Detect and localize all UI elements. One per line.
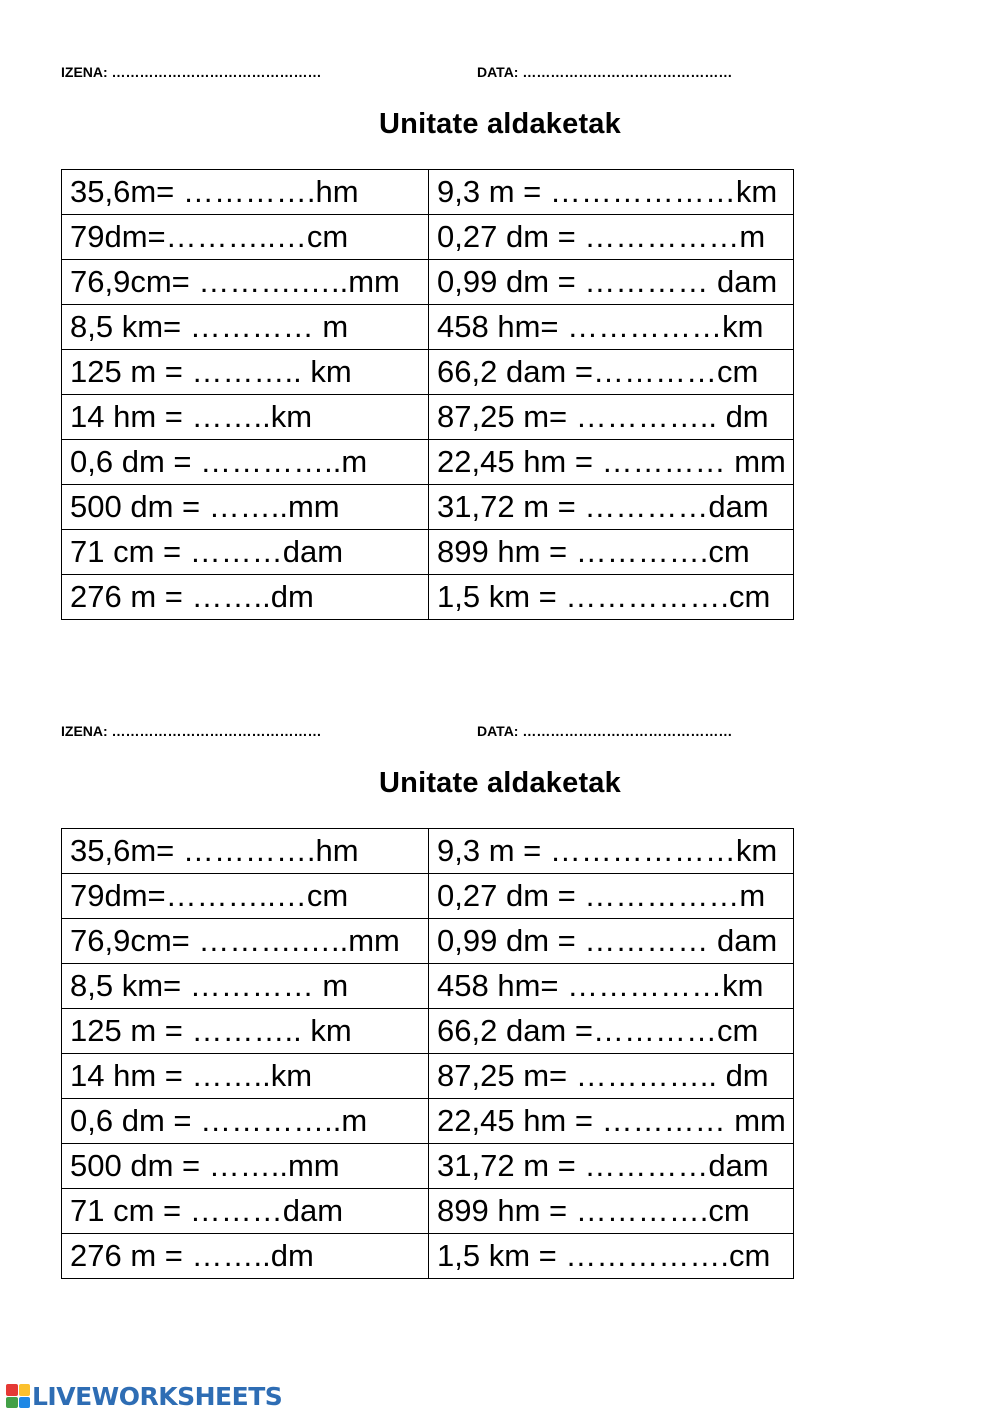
- conversion-cell: 1,5 km = …………….cm: [429, 575, 794, 620]
- table-row: [62, 1099, 794, 1144]
- conversion-cell: 458 hm= ……………km: [429, 964, 794, 1009]
- table-row: [62, 829, 794, 874]
- table-row: [62, 919, 794, 964]
- liveworksheets-logo-icon: [6, 1384, 30, 1408]
- conversion-cell: 458 hm= ……………km: [429, 305, 794, 350]
- table-row: [62, 1189, 794, 1234]
- conversion-cell: 87,25 m= ………….. dm: [429, 395, 794, 440]
- conversion-cell: 276 m = ……..dm: [62, 1234, 429, 1279]
- conversion-cell: 71 cm = ………dam: [62, 530, 429, 575]
- conversion-cell: 9,3 m = ………………km: [429, 829, 794, 874]
- table-row: [62, 395, 794, 440]
- table-row: [62, 440, 794, 485]
- conversion-cell: 14 hm = ……..km: [62, 1054, 429, 1099]
- worksheet-title: Unitate aldaketak: [379, 108, 621, 140]
- conversion-cell: 125 m = ……….. km: [62, 350, 429, 395]
- conversion-cell: 500 dm = ……..mm: [62, 1144, 429, 1189]
- conversion-cell: 66,2 dam =…………cm: [429, 1009, 794, 1054]
- conversion-cell: 0,27 dm = ……………m: [429, 215, 794, 260]
- table-row: [62, 305, 794, 350]
- table-row: [62, 530, 794, 575]
- conversion-cell: 22,45 hm = ………… mm: [429, 1099, 794, 1144]
- date-field-label: DATA: ………………………………………: [477, 723, 733, 739]
- table-row: [62, 1234, 794, 1279]
- conversion-table: [61, 169, 794, 620]
- table-row: [62, 1054, 794, 1099]
- conversion-cell: 276 m = ……..dm: [62, 575, 429, 620]
- table-row: [62, 874, 794, 919]
- conversion-cell: 899 hm = ………….cm: [429, 530, 794, 575]
- conversion-cell: 0,99 dm = ………… dam: [429, 919, 794, 964]
- conversion-cell: 8,5 km= ………… m: [62, 305, 429, 350]
- conversion-cell: 9,3 m = ………………km: [429, 170, 794, 215]
- table-row: [62, 350, 794, 395]
- conversion-cell: 8,5 km= ………… m: [62, 964, 429, 1009]
- table-row: [62, 575, 794, 620]
- conversion-cell: 125 m = ……….. km: [62, 1009, 429, 1054]
- table-row: [62, 260, 794, 305]
- conversion-cell: 0,6 dm = …………..m: [62, 440, 429, 485]
- conversion-cell: 76,9cm= ……….…..mm: [62, 260, 429, 305]
- table-row: [62, 1144, 794, 1189]
- table-row: [62, 964, 794, 1009]
- conversion-cell: 899 hm = ………….cm: [429, 1189, 794, 1234]
- conversion-cell: 14 hm = ……..km: [62, 395, 429, 440]
- conversion-cell: 79dm=………..…cm: [62, 874, 429, 919]
- logo-text: LIVEWORKSHEETS: [32, 1381, 283, 1411]
- conversion-table: [61, 828, 794, 1279]
- worksheet-title: Unitate aldaketak: [379, 767, 621, 799]
- conversion-cell: 0,99 dm = ………… dam: [429, 260, 794, 305]
- table-row: [62, 215, 794, 260]
- worksheet-bottom: [0, 659, 1000, 1299]
- conversion-cell: 79dm=………..…cm: [62, 215, 429, 260]
- table-row: [62, 485, 794, 530]
- conversion-cell: 31,72 m = …………dam: [429, 1144, 794, 1189]
- conversion-cell: 35,6m= ………….hm: [62, 829, 429, 874]
- name-field-label: IZENA: ………………………………………: [61, 64, 322, 80]
- conversion-cell: 76,9cm= ……….…..mm: [62, 919, 429, 964]
- worksheet-top: [0, 0, 1000, 640]
- table-row: [62, 1009, 794, 1054]
- liveworksheets-logo: [6, 1381, 282, 1411]
- conversion-cell: 500 dm = ……..mm: [62, 485, 429, 530]
- conversion-cell: 71 cm = ………dam: [62, 1189, 429, 1234]
- conversion-cell: 35,6m= ………….hm: [62, 170, 429, 215]
- conversion-cell: 87,25 m= ………….. dm: [429, 1054, 794, 1099]
- table-row: [62, 170, 794, 215]
- conversion-cell: 66,2 dam =…………cm: [429, 350, 794, 395]
- conversion-cell: 22,45 hm = ………… mm: [429, 440, 794, 485]
- conversion-cell: 31,72 m = …………dam: [429, 485, 794, 530]
- date-field-label: DATA: ………………………………………: [477, 64, 733, 80]
- conversion-cell: 0,6 dm = …………..m: [62, 1099, 429, 1144]
- conversion-cell: 0,27 dm = ……………m: [429, 874, 794, 919]
- name-field-label: IZENA: ………………………………………: [61, 723, 322, 739]
- conversion-cell: 1,5 km = …………….cm: [429, 1234, 794, 1279]
